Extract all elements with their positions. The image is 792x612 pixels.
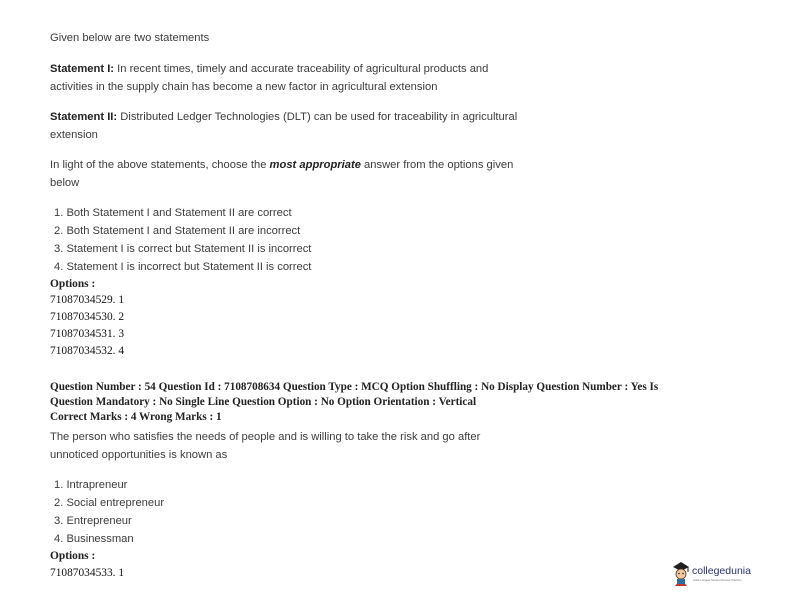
q54-meta-line-1: Question Number : 54 Question Id : 7108708634 Question Type : MCQ Option Shuffling : No Display Question Number : Yes Is: [50, 381, 659, 393]
q54-option-id-1: 71087034533. 1: [50, 567, 125, 579]
statement-1-text: In recent times, timely and accurate traceability of agricultural products and: [114, 63, 489, 75]
q54-choice-2: 2. Social entrepreneur: [54, 497, 165, 509]
statement-2-label: Statement II:: [50, 111, 118, 123]
mascot-icon: [670, 559, 692, 587]
q54-choice-4: 4. Businessman: [54, 533, 134, 545]
statement-1-line-1: [50, 63, 488, 75]
q53-choice-2: 2. Both Statement I and Statement II are incorrect: [54, 225, 301, 237]
q54-options-label: Options :: [50, 550, 96, 562]
q54-choice-1: 1. Intrapreneur: [54, 479, 128, 491]
q53-choice-3: 3. Statement I is correct but Statement II is incorrect: [54, 243, 312, 255]
intro-text: Given below are two statements: [50, 32, 210, 44]
logo-tagline: India's largest Student Review Platform: [693, 578, 742, 582]
q53-option-id-4: 71087034532. 4: [50, 345, 125, 357]
instruction-emphasis: most appropriate: [269, 159, 361, 171]
q53-choice-4: 4. Statement I is incorrect but Statement II is correct: [54, 261, 312, 273]
q53-choice-1: 1. Both Statement I and Statement II are correct: [54, 207, 292, 219]
q53-option-id-2: 71087034530. 2: [50, 311, 125, 323]
q54-choice-3: 3. Entrepreneur: [54, 515, 132, 527]
q53-option-id-3: 71087034531. 3: [50, 328, 125, 340]
q54-question-line-1: The person who satisfies the needs of people and is willing to take the risk and go after: [50, 431, 481, 443]
q54-meta-line-2: Question Mandatory : No Single Line Question Option : No Option Orientation : Vertical: [50, 396, 477, 408]
statement-2-line-1: [50, 111, 517, 123]
q53-options-label: Options :: [50, 278, 96, 290]
q53-option-id-1: 71087034529. 1: [50, 294, 125, 306]
instruction-pre: In light of the above statements, choose the: [50, 159, 270, 171]
q54-question-line-2: unnoticed opportunities is known as: [50, 449, 228, 461]
statement-2-line-2: extension: [50, 129, 98, 141]
statement-1-label: Statement I:: [50, 63, 115, 75]
q54-meta-line-3: Correct Marks : 4 Wrong Marks : 1: [50, 411, 222, 423]
instruction-line-2: below: [50, 177, 80, 189]
instruction-post: answer from the options given: [360, 159, 514, 171]
statement-2-text: Distributed Ledger Technologies (DLT) can be used for traceability in agricultural: [117, 111, 518, 123]
collegedunia-logo[interactable]: [670, 559, 760, 589]
instruction-line-1: [50, 159, 513, 171]
statement-1-line-2: activities in the supply chain has become a new factor in agricultural extension: [50, 81, 438, 93]
logo-name: collegedunia: [692, 565, 751, 577]
